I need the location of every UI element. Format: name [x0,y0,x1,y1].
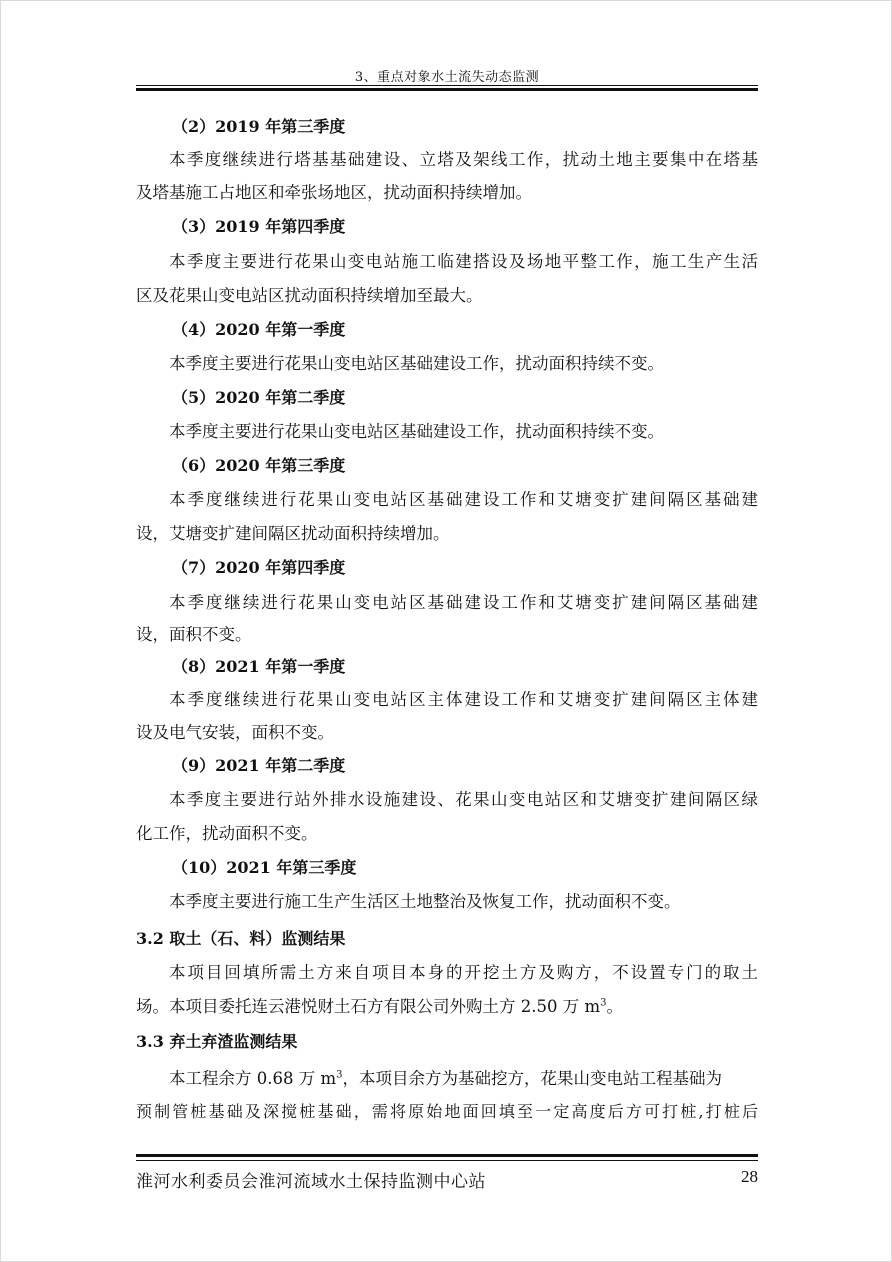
header-rule-thin [136,85,758,86]
paragraph-line: 本项目回填所需土方来自项目本身的开挖土方及购方，不设置专门的取土 [169,963,758,982]
footer-organization: 淮河水利委员会淮河流域水土保持监测中心站 [136,1172,486,1192]
paragraph-line: 设，面积不变。 [136,625,252,644]
paragraph-text: 。 [606,997,623,1016]
paragraph-line: 本季度主要进行花果山变电站区基础建设工作，扰动面积持续不变。 [169,354,664,373]
section-heading-3-2: 3.2 取土（石、料）监测结果 [136,929,346,948]
paragraph-line: 设及电气安装，面积不变。 [136,723,334,742]
paragraph-text: 本工程余方 0.68 万 m [169,1069,337,1088]
running-header: 3、重点对象水土流失动态监测 [354,70,540,85]
paragraph-line: 区及花果山变电站区扰动面积持续增加至最大。 [136,286,483,305]
paragraph-line: 本季度继续进行花果山变电站区基础建设工作和艾塘变扩建间隔区基础建 [169,593,758,612]
paragraph-line: 及塔基施工占地区和牵张场地区，扰动面积持续增加。 [136,183,532,202]
paragraph-line: 设，艾塘变扩建间隔区扰动面积持续增加。 [136,524,450,543]
paragraph-line: 本季度继续进行花果山变电站区主体建设工作和艾塘变扩建间隔区主体建 [169,690,758,709]
paragraph-line: 本季度主要进行花果山变电站施工临建搭设及场地平整工作，施工生产生活 [169,252,758,271]
paragraph-line: 本季度主要进行施工生产生活区土地整治及恢复工作，扰动面积不变。 [169,892,681,911]
subsection-heading-2: （2）2019 年第三季度 [172,117,346,136]
section-heading-3-3: 3.3 弃土弃渣监测结果 [136,1032,298,1051]
superscript: 3 [336,1069,343,1081]
subsection-heading-8: （8）2021 年第一季度 [172,657,346,676]
page-number: 28 [741,1167,758,1186]
subsection-heading-4: （4）2020 年第一季度 [172,320,346,339]
paragraph-line: 本季度主要进行花果山变电站区基础建设工作，扰动面积持续不变。 [169,422,664,441]
paragraph-text: 场。本项目委托连云港悦财土石方有限公司外购土方 2.50 万 m [136,997,601,1016]
paragraph-line: 化工作，扰动面积不变。 [136,824,318,843]
paragraph-text: ，本项目余方为基础挖方，花果山变电站工程基础为 [342,1069,722,1088]
superscript: 3 [600,997,607,1009]
paragraph-line: 本季度继续进行塔基基础建设、立塔及架线工作，扰动土地主要集中在塔基 [169,150,758,169]
subsection-heading-10: （10）2021 年第三季度 [172,858,357,877]
footer-rule-thick [136,1154,758,1157]
paragraph-line: 预制管桩基础及深搅桩基础，需将原始地面回填至一定高度后方可打桩,打桩后 [136,1102,758,1121]
paragraph-line: 本季度主要进行站外排水设施建设、花果山变电站区和艾塘变扩建间隔区绿 [169,790,758,809]
paragraph-line: 本季度继续进行花果山变电站区基础建设工作和艾塘变扩建间隔区基础建 [169,490,758,509]
paragraph-line [136,996,758,1018]
footer-rule-thin [136,1160,758,1161]
subsection-heading-6: （6）2020 年第三季度 [172,456,346,475]
subsection-heading-3: （3）2019 年第四季度 [172,217,346,236]
paragraph-line [169,1068,758,1090]
subsection-heading-5: （5）2020 年第二季度 [172,388,346,407]
header-rule-thick [136,88,758,91]
subsection-heading-9: （9）2021 年第二季度 [172,756,346,775]
subsection-heading-7: （7）2020 年第四季度 [172,558,346,577]
